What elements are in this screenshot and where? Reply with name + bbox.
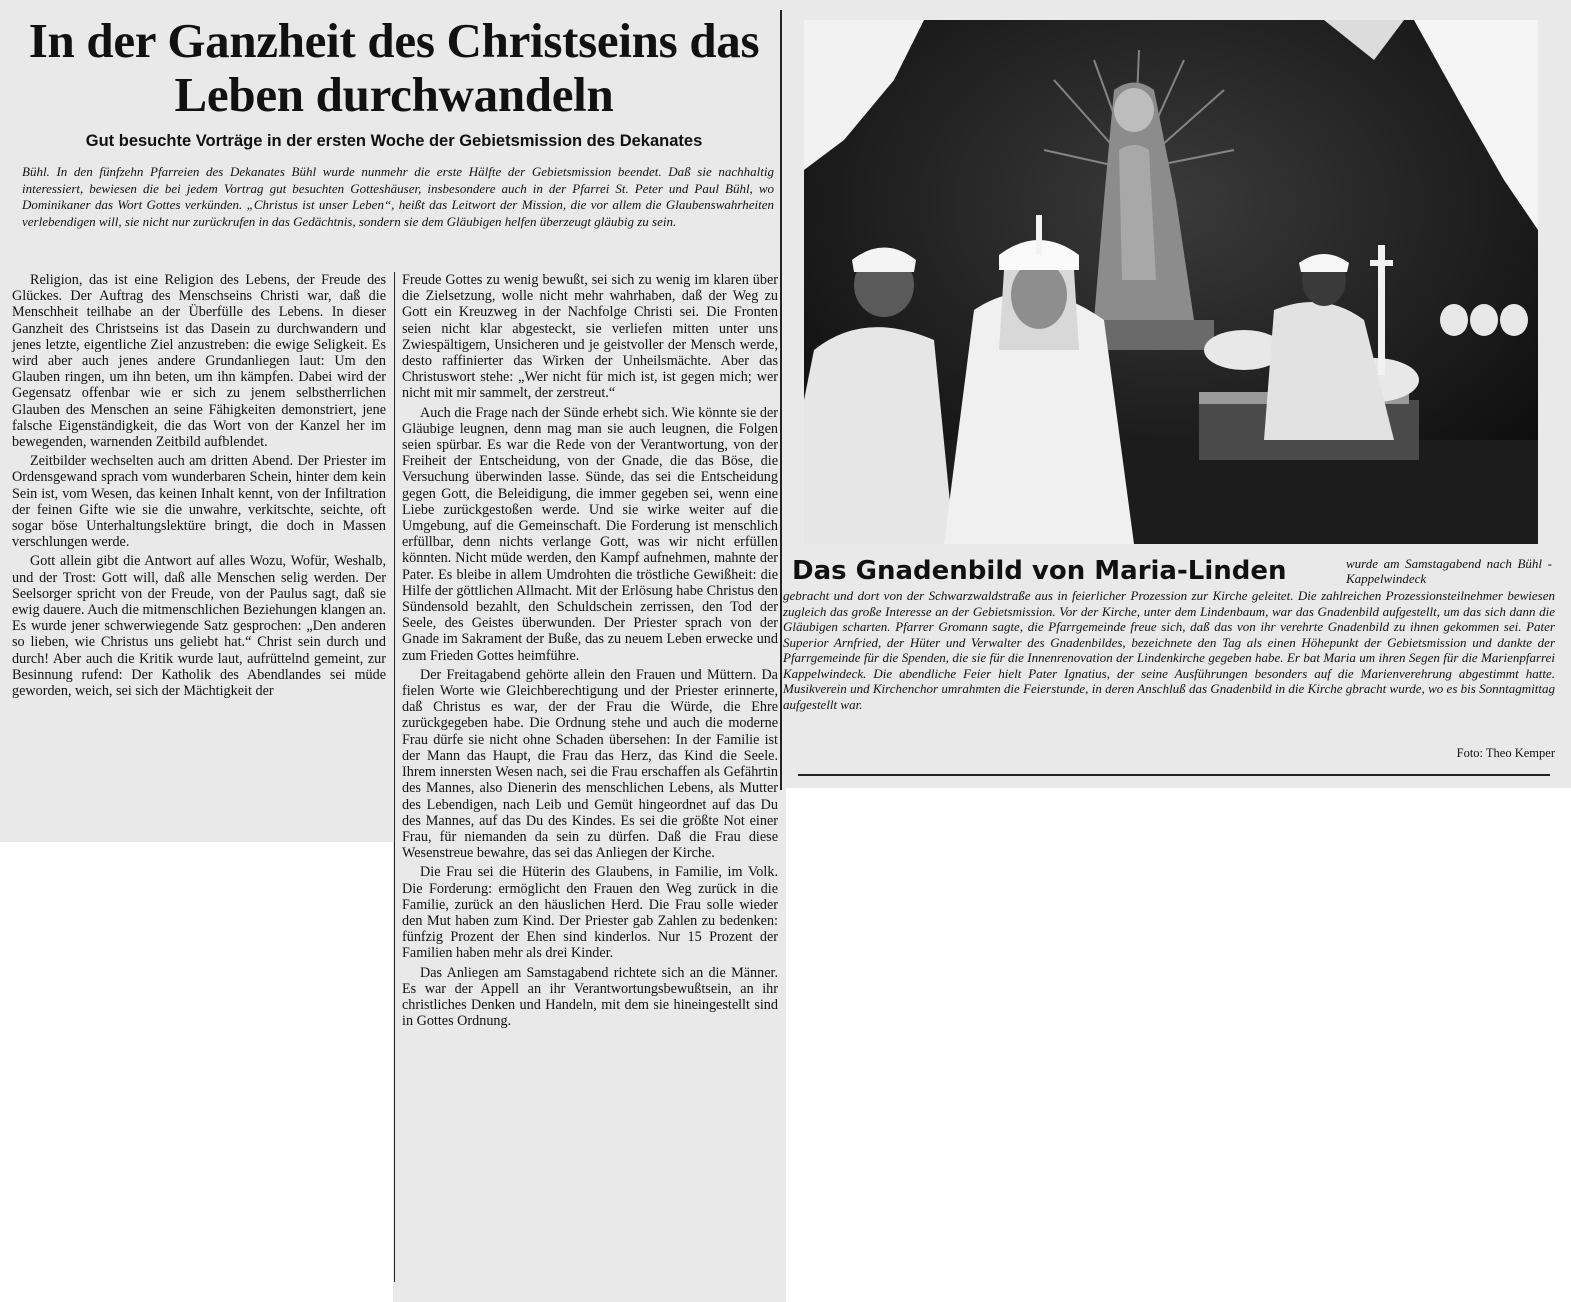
- column2-paragraph: Der Freitagabend gehörte allein den Frauen und Müttern. Da fielen Worte wie Gleichberechtigung und der Priester erinnerte, daß Christus es war, der der Frau die Würde, die Ehre zurückgegeben habe. Die Ordnung stehe und auch die moderne Frau dürfe sie nicht ohne Schaden übersehen: In der Familie ist der Mann das Haupt, die Frau das Herz, das Kind die Seele. Ihrem innersten Wesen nach, sei die Frau erschaffen als Gefährtin des Mannes, also Dienerin des menschlichen Lebens, als Mutter des Lebendigen, nach Leib und Gemüt hingeordnet auf das Du des Mannes, auf das Du des Kindes. Es sei die größte Not einer Frau, für niemanden da sein zu dürfen. Daß die Frau diese Wesenstreue bewahre, das sei das Anliegen der Kirche.: [402, 666, 778, 862]
- page-rule-right: [780, 10, 782, 790]
- lead-paragraph: Bühl. In den fünfzehn Pfarreien des Dekanates Bühl wurde nunmehr die erste Hälfte der Gebietsmission beendet. Daß sie nachhaltig interessiert, bewiesen die bei jedem Vortrag gut besuchten Gotteshäuser, insbesondere auch in der Pfarrei St. Peter und Paul Bühl, wo Dominikaner das Wort Gottes verkünden. „Christus ist unser Leben“, heißt das Leitwort der Mission, die vor allem die Glaubenswahrheiten verlebendigen will, sie nicht nur zurückrufen in das Gedächtnis, sondern sie dem Gläubigen helfen überzeugt gläubig zu sein.: [22, 164, 774, 229]
- column1-paragraph: Gott allein gibt die Antwort auf alles Wozu, Wofür, Weshalb, und der Trost: Gott will, daß alle Menschen selig werden. Der Seelsorger spricht von der Freude, von der Paulus sagt, daß sie ewig dauere. Auch die mitmenschlichen Beziehungen klangen an. Es wurde jener schwerwiegende Satz gesprochen: „Den anderen so lieben, wie Christus uns geliebt hat.“ Christ sein durch und durch! Aber auch die Kritik wurde laut, aufrüttelnd gemeint, zur Besinnung rufend: Der Katholik des Abendlandes sei müde geworden, weich, sei sich der Mächtigkeit der: [12, 553, 386, 700]
- column1-paragraph: Zeitbilder wechselten auch am dritten Abend. Der Priester im Ordensgewand sprach vom wunderbaren Schein, hinter dem kein Sein ist, vom Wesen, das keinen Inhalt kennt, von der Infiltration der feinen Gifte wie sie die unwahre, verkitschte, seichte, oft sogar böse Unterhaltungslektüre bringt, die doch in Massen verschlungen werde.: [12, 453, 386, 551]
- caption-text: gebracht und dort von der Schwarzwaldstraße aus in feierlicher Prozession zur Kirche geleitet. Die zahlreichen Prozessionsteilnehmer bewiesen zugleich das große Interesse an der Gebietsmission. Vor der Kirche, unter dem Lindenbaum, war das Gnadenbild aufgestellt, um das sich dann die Gläubigen scharten. Pfarrer Gromann sagte, die Pfarrgemeinde freue sich, daß das von ihr verehrte Gnadenbild zu ihnen gekommen sei. Pater Superior Arnfried, der Hüter und Verwalter des Gnadenbildes, bezeichnete den Tag als einen Höhepunkt der Gebietsmission und dankte der Pfarrgemeinde für die Spenden, die sie für die Innenrenovation der Lindenkirche gegeben habe. Er bat Maria um ihren Segen für die Marienpfarrei Kappelwindeck. Die abendliche Feier hielt Pater Ignatius, der seine Ausführungen besonders auf die Marienverehrung abgestimmt hatte. Musikverein und Kirchenchor umrahmten die Feierstunde, in deren Anschluß das Gnadenbild in die Kirche gbracht wurde, wo es bis Sonntagmittag aufgestellt war.: [783, 588, 1555, 712]
- photo-illustration: [804, 20, 1538, 544]
- text-column-2: [402, 272, 778, 1032]
- column-rule-left: [394, 272, 395, 1282]
- column2-paragraph: Das Anliegen am Samstagabend richtete sich an die Männer. Es war der Appell an ihr Verantwortungsbewußtsein, an ihr christliches Denken und Handeln, mit dem sie hineingestellt sind in Gottes Ordnung.: [402, 964, 778, 1030]
- headline: In der Ganzheit des Christseins das Leben durchwandeln: [28, 13, 760, 122]
- caption-title: Das Gnadenbild von Maria-Linden: [792, 556, 1287, 586]
- column1-paragraph: Religion, das ist eine Religion des Lebens, der Freude des Glückes. Der Auftrag des Menschseins Christi war, daß die Menschheit teilhabe an der Überfülle des Lebens. In dieser Ganzheit des Christseins ist das Dasein zu durchwandern und jenes letzte, eigentliche Ziel anzustreben: die ewige Seligkeit. Es wird aber auch jenes andere Grundanliegen laut: Um den Glauben ringen, um ihn beten, um ihn kämpfen. Dabei wird der Gegensatz offenbar wie er sich zu jenem selbstherrlichen Glauben des Menschen an seine Fähigkeiten demonstriert, jene falsche Eigenständigkeit, die das Wort von der Kanzel her im bewegenden, warnenden Zeitbild aufblendet.: [12, 272, 386, 451]
- caption-bottom-rule: [798, 774, 1550, 776]
- procession-photo: [804, 20, 1538, 544]
- subheadline: Gut besuchte Vorträge in der ersten Woche der Gebietsmission des Dekanates: [85, 132, 703, 150]
- column2-paragraph: Auch die Frage nach der Sünde erhebt sich. Wie könnte sie der Gläubige leugnen, denn mag man sie auch leugnen, die Folgen seien spürbar. Es war die Rede von der Verantwortung, von der Freiheit der Entscheidung, von der Gnade, die das Böse, die Versuchung überwinden lasse. Sünde, das sei die Entscheidung gegen Gott, die Beleidigung, die immer gegeben sei, wenn eine Liebe zurückgestoßen werde. Und sie wirke weiter auf die Umgebung, auf die Gemeinschaft. Die Forderung ist menschlich erfüllbar, denn nichts verlange Gott, was wir nicht erfüllen könnten. Nicht müde werden, den Kampf aufnehmen, mahnte der Pater. Es bleibe in allem Umdrohten die tröstliche Gewißheit: die Hilfe der göttlichen Allmacht. Mit der Erlösung habe Christus den Sündensold bezahlt, den Schuldschein zerrissen, den Tod der Seele, des Geistes überwunden. Der Priester sprach von der Gnade im Sakrament der Buße, das zu neuem Leben erwecke und zum Frieden Gottes heimführe.: [402, 404, 778, 664]
- column2-paragraph: Freude Gottes zu wenig bewußt, sei sich zu wenig im klaren über die Zielsetzung, wolle nicht mehr wahrhaben, daß der Weg zu Gott ein Kreuzweg in der Nachfolge Christi sei. Die Fronten seien nicht klar abgesteckt, sie verliefen mitten unter uns Zwiespältigem, Unsicheren und je geistvoller der Mensch werde, desto raffinierter das Wirken der Unheilsmächte. Aber das Christuswort stehe: „Wer nicht für mich ist, ist gegen mich; wer nicht mit mir sammelt, der zerstreut.“: [402, 272, 778, 402]
- column2-paragraph: Die Frau sei die Hüterin des Glaubens, in Familie, im Volk. Die Forderung: ermöglicht den Frauen den Weg zurück in die Familie, zurück an den häuslichen Herd. Die Frau solle wieder den Mut haben zum Kind. Der Priester gab Zahlen zu bedenken: fünfzig Prozent der Ehen sind kinderlos. Nur 15 Prozent der Familien haben mehr als drei Kinder.: [402, 864, 778, 962]
- caption-text-start: wurde am Samstagabend nach Bühl - Kappelwindeck: [1346, 556, 1552, 586]
- text-column-1: [12, 272, 386, 702]
- photo-credit: Foto: Theo Kemper: [1456, 746, 1555, 760]
